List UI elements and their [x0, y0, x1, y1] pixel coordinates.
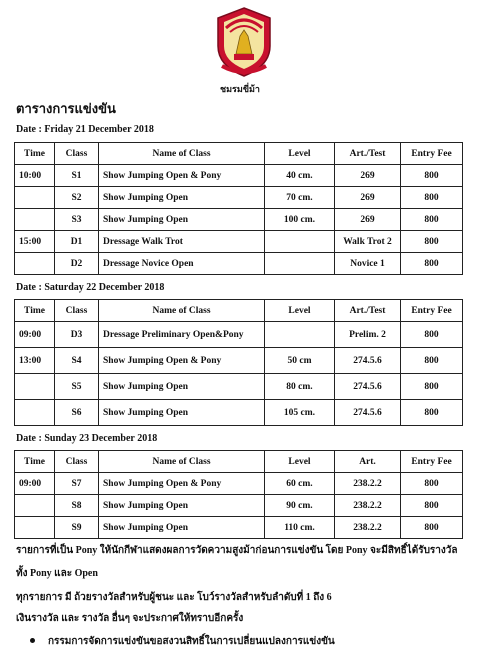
art-cell: 238.2.2: [335, 517, 401, 539]
date-heading: Date : Sunday 23 December 2018: [16, 433, 158, 444]
column-header: Name of Class: [99, 451, 265, 473]
club-name: ชมรมขี่ม้า: [220, 84, 260, 94]
entry-fee-cell: 800: [401, 517, 463, 539]
table-row: [15, 517, 463, 539]
class-name-cell: Show Jumping Open & Pony: [99, 165, 265, 187]
level-cell: [265, 231, 335, 253]
time-cell: [15, 209, 55, 231]
time-cell: [15, 517, 55, 539]
level-cell: 90 cm.: [265, 495, 335, 517]
time-cell: 13:00: [15, 348, 55, 374]
class-name-cell: Dressage Preliminary Open&Pony: [99, 322, 265, 348]
time-cell: [15, 495, 55, 517]
entry-fee-cell: 800: [401, 495, 463, 517]
column-header: Class: [55, 300, 99, 322]
date-heading: Date : Saturday 22 December 2018: [16, 282, 165, 293]
table-row: [15, 473, 463, 495]
time-cell: [15, 187, 55, 209]
table-row: [15, 231, 463, 253]
art-test-cell: 274.5.6: [335, 348, 401, 374]
class-name-cell: Show Jumping Open: [99, 517, 265, 539]
entry-fee-cell: 800: [401, 374, 463, 400]
class-cell: D2: [55, 253, 99, 275]
disclaimer-text: กรรมการจัดการแข่งขันขอสงวนสิทธิ์ในการเปลี่ยนแปลงการแข่งขัน: [48, 636, 335, 647]
time-cell: [15, 400, 55, 426]
class-cell: D1: [55, 231, 99, 253]
table-row: [15, 374, 463, 400]
art-test-cell: Prelim. 2: [335, 322, 401, 348]
column-header: Art.: [335, 451, 401, 473]
class-cell: D3: [55, 322, 99, 348]
table-row: [15, 253, 463, 275]
page-title: ตารางการแข่งขัน: [16, 101, 116, 116]
table-row: [15, 209, 463, 231]
club-logo: [212, 6, 276, 78]
level-cell: 70 cm.: [265, 187, 335, 209]
column-header: Name of Class: [99, 300, 265, 322]
date-heading: Date : Friday 21 December 2018: [16, 124, 154, 135]
column-header: Time: [15, 143, 55, 165]
table-header-row: [15, 143, 463, 165]
art-cell: 238.2.2: [335, 473, 401, 495]
horse-shield-icon: [212, 6, 276, 78]
class-cell: S1: [55, 165, 99, 187]
art-test-cell: 274.5.6: [335, 374, 401, 400]
column-header: Entry Fee: [401, 143, 463, 165]
schedule-table: [14, 299, 463, 426]
class-cell: S5: [55, 374, 99, 400]
class-cell: S6: [55, 400, 99, 426]
column-header: Art./Test: [335, 300, 401, 322]
column-header: Level: [265, 300, 335, 322]
table-row: [15, 348, 463, 374]
schedule-table: [14, 142, 463, 275]
table-row: [15, 322, 463, 348]
level-cell: 80 cm.: [265, 374, 335, 400]
art-test-cell: 269: [335, 165, 401, 187]
level-cell: 60 cm.: [265, 473, 335, 495]
bullet-icon: [30, 638, 35, 643]
class-name-cell: Show Jumping Open: [99, 374, 265, 400]
art-test-cell: Novice 1: [335, 253, 401, 275]
table-row: [15, 495, 463, 517]
column-header: Time: [15, 300, 55, 322]
time-cell: 10:00: [15, 165, 55, 187]
class-name-cell: Show Jumping Open & Pony: [99, 348, 265, 374]
class-cell: S3: [55, 209, 99, 231]
class-name-cell: Dressage Walk Trot: [99, 231, 265, 253]
time-cell: [15, 374, 55, 400]
table-row: [15, 187, 463, 209]
art-test-cell: Walk Trot 2: [335, 231, 401, 253]
class-name-cell: Dressage Novice Open: [99, 253, 265, 275]
schedule-table: [14, 450, 463, 539]
class-cell: S9: [55, 517, 99, 539]
table-header-row: [15, 300, 463, 322]
art-test-cell: 269: [335, 209, 401, 231]
class-name-cell: Show Jumping Open: [99, 187, 265, 209]
class-cell: S8: [55, 495, 99, 517]
entry-fee-cell: 800: [401, 187, 463, 209]
column-header: Name of Class: [99, 143, 265, 165]
entry-fee-cell: 800: [401, 165, 463, 187]
entry-fee-cell: 800: [401, 473, 463, 495]
table-row: [15, 165, 463, 187]
column-header: Time: [15, 451, 55, 473]
pony-note-continued: ทั้ง Pony และ Open: [16, 568, 98, 579]
level-cell: [265, 322, 335, 348]
column-header: Class: [55, 451, 99, 473]
art-cell: 238.2.2: [335, 495, 401, 517]
level-cell: 100 cm.: [265, 209, 335, 231]
level-cell: 50 cm: [265, 348, 335, 374]
entry-fee-cell: 800: [401, 348, 463, 374]
column-header: Entry Fee: [401, 300, 463, 322]
level-cell: [265, 253, 335, 275]
column-header: Art./Test: [335, 143, 401, 165]
column-header: Entry Fee: [401, 451, 463, 473]
class-cell: S7: [55, 473, 99, 495]
table-header-row: [15, 451, 463, 473]
disclaimer-bullet: [34, 634, 335, 649]
time-cell: 09:00: [15, 473, 55, 495]
pony-note: รายการที่เป็น Pony ให้นักกีฬาแสดงผลการวัดความสูงม้าก่อนการแข่งขัน โดย Pony จะมีสิทธิ์ได้รับรางวัล: [16, 545, 458, 556]
level-cell: 40 cm.: [265, 165, 335, 187]
level-cell: 105 cm.: [265, 400, 335, 426]
awards-note: ทุกรายการ มี ถ้วยรางวัลสำหรับผู้ชนะ และ โบว์รางวัลสำหรับลำดับที่ 1 ถึง 6: [16, 592, 332, 603]
art-test-cell: 274.5.6: [335, 400, 401, 426]
class-name-cell: Show Jumping Open: [99, 209, 265, 231]
time-cell: [15, 253, 55, 275]
time-cell: 15:00: [15, 231, 55, 253]
level-cell: 110 cm.: [265, 517, 335, 539]
time-cell: 09:00: [15, 322, 55, 348]
entry-fee-cell: 800: [401, 209, 463, 231]
class-name-cell: Show Jumping Open: [99, 495, 265, 517]
column-header: Level: [265, 451, 335, 473]
art-test-cell: 269: [335, 187, 401, 209]
class-cell: S2: [55, 187, 99, 209]
entry-fee-cell: 800: [401, 253, 463, 275]
prize-money-note: เงินรางวัล และ รางวัล อื่นๆ จะประกาศให้ทราบอีกครั้ง: [16, 613, 244, 624]
entry-fee-cell: 800: [401, 400, 463, 426]
column-header: Class: [55, 143, 99, 165]
entry-fee-cell: 800: [401, 231, 463, 253]
table-row: [15, 400, 463, 426]
class-cell: S4: [55, 348, 99, 374]
class-name-cell: Show Jumping Open: [99, 400, 265, 426]
class-name-cell: Show Jumping Open & Pony: [99, 473, 265, 495]
entry-fee-cell: 800: [401, 322, 463, 348]
column-header: Level: [265, 143, 335, 165]
